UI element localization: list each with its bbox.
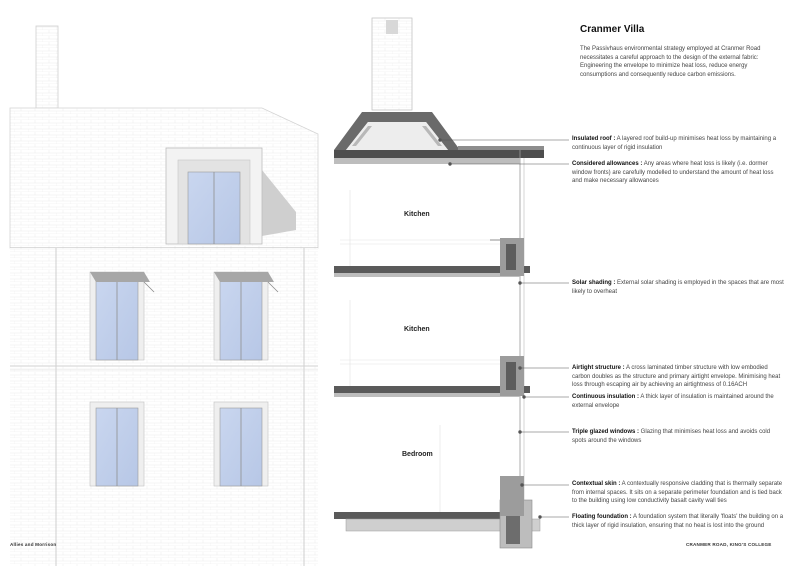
annotation-term: Contextual skin :	[572, 481, 621, 487]
room-label-kitchen-lower: Kitchen	[404, 326, 430, 333]
annotation-floating-foundation	[572, 513, 784, 530]
room-label-bedroom: Bedroom	[402, 451, 433, 458]
annotation-text: A layered roof build-up minimises heat loss by maintaining a continuous layer of rigid insulation	[572, 136, 777, 151]
annotation-text: A cross laminated timber structure with low embodied carbon doubles as the structure and primary airtight envelope. Minimising heat loss through escaping air by achieving an airtightness of 0.16ACH	[572, 365, 781, 389]
annotation-text: A contextually responsive cladding that is thermally separate from internal spaces. It sits on a separate perimeter foundation and is tied back to the building using low conductivity basalt cavity wall ties	[572, 481, 783, 505]
ground-floor-window-left	[90, 402, 144, 486]
annotation-term: Insulated roof :	[572, 136, 616, 142]
annotation-considered-allowances	[572, 160, 784, 186]
annotation-term: Triple glazed windows :	[572, 429, 640, 435]
building-section	[334, 18, 544, 548]
project-title: Cranmer Villa	[580, 24, 645, 35]
annotation-leaders	[439, 139, 569, 519]
annotation-text: A thick layer of insulation is maintained around the external envelope	[572, 394, 774, 409]
annotation-term: Continuous insulation :	[572, 394, 639, 400]
annotation-term: Floating foundation :	[572, 514, 632, 520]
footer-project-name: CRANMER ROAD, KING'S COLLEGE	[686, 542, 772, 547]
annotation-contextual-skin	[572, 480, 784, 506]
ground-floor-window-right	[214, 402, 268, 486]
annotation-text: External solar shading is employed in the spaces that are most likely to overheat	[572, 280, 784, 295]
annotation-continuous-insulation	[572, 393, 784, 410]
annotation-text: A foundation system that literally 'floats' the building on a thick layer of rigid insulation, ensuring that no heat is lost into the ground	[572, 514, 784, 529]
annotation-triple-glazed-windows	[572, 428, 784, 445]
annotation-text: Glazing that minimises heat loss and avoids cold spots around the windows	[572, 429, 771, 444]
annotation-term: Considered allowances :	[572, 161, 643, 167]
annotation-airtight-structure	[572, 364, 784, 390]
intro-paragraph: The Passivhaus environmental strategy employed at Cranmer Road necessitates a careful approach to the design of the external fabric: Engineering the envelope to minimize heat loss, reduce energy consumptions and consequently reduce carbon emissions.	[580, 46, 761, 78]
annotation-text: Any areas where heat loss is likely (i.e. dormer window fronts) are carefully modelled to understand the amount of heat loss and make necessary allowances	[572, 161, 774, 185]
annotation-term: Solar shading :	[572, 280, 616, 286]
footer-practice-name: Allies and Morrison	[10, 542, 57, 547]
elevation-chimney	[36, 26, 58, 108]
annotation-insulated-roof	[572, 135, 784, 152]
annotation-term: Airtight structure :	[572, 365, 625, 371]
annotation-solar-shading	[572, 279, 784, 296]
front-elevation	[10, 26, 318, 566]
room-label-kitchen-upper: Kitchen	[404, 211, 430, 218]
